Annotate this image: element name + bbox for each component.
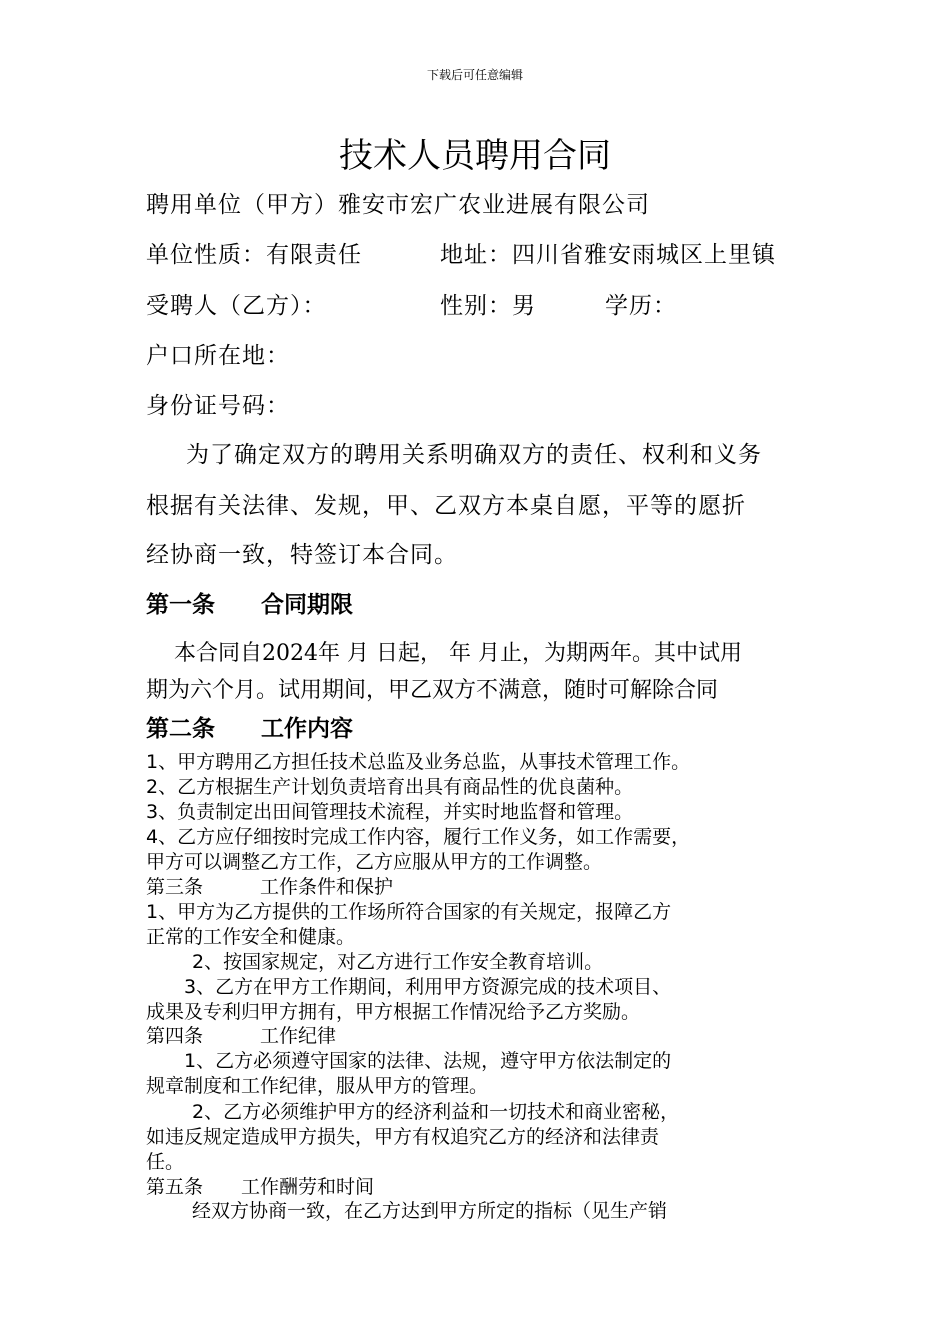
article1-line: 期为六个月。试用期间，甲乙双方不满意，随时可解除合同 <box>146 678 719 703</box>
article3-item: 正常的工作安全和健康。 <box>146 926 356 948</box>
address: 地址：四川省雅安雨城区上里镇 <box>440 242 776 268</box>
hukou-label: 户口所在地： <box>146 343 290 369</box>
article3-item: 2、按国家规定，对乙方进行工作安全教育培训。 <box>192 951 604 973</box>
header-note: 下载后可任意编辑 <box>426 68 523 82</box>
article4-title: 第四条 工作纪律 <box>146 1025 337 1047</box>
gender: 性别：男 <box>440 293 536 319</box>
preamble-line: 根据有关法律、发规，甲、乙双方本桌自愿，平等的愿折 <box>146 493 746 519</box>
article1-title: 第一条 合同期限 <box>146 592 353 618</box>
article3-item: 成果及专利归甲方拥有，甲方根据工作情况给予乙方奖励。 <box>146 1001 641 1023</box>
page-title: 技术人员聘用合同 <box>339 136 611 176</box>
article5-title: 第五条 工作酬劳和时间 <box>146 1176 375 1198</box>
article3-item: 3、乙方在甲方工作期间，利用甲方资源完成的技术项目、 <box>184 976 672 998</box>
unit-nature: 单位性质：有限责任 <box>146 242 362 268</box>
article4-item: 任。 <box>146 1151 185 1173</box>
employer-line: 聘用单位（甲方）雅安市宏广农业进展有限公司 <box>146 192 650 218</box>
article2-item: 甲方可以调整乙方工作，乙方应服从甲方的工作调整。 <box>146 851 603 873</box>
article4-item: 如违反规定造成甲方损失，甲方有权追究乙方的经济和法律责 <box>146 1126 660 1148</box>
article2-title: 第二条 工作内容 <box>146 716 353 742</box>
article4-item: 1、乙方必须遵守国家的法律、法规，遵守甲方依法制定的 <box>184 1050 672 1072</box>
preamble-line: 经协商一致，特签订本合同。 <box>146 542 458 568</box>
article1-line: 本合同自2024年 月 日起， 年 月止，为期两年。其中试用 <box>174 641 742 666</box>
id-number-label: 身份证号码： <box>146 393 290 419</box>
education-label: 学历： <box>605 293 677 319</box>
article5-line: 经双方协商一致，在乙方达到甲方所定的指标（见生产销 <box>192 1200 668 1222</box>
article2-item: 4、乙方应仔细按时完成工作内容，履行工作义务，如工作需要， <box>146 826 691 848</box>
article2-item: 3、负责制定出田间管理技术流程，并实时地监督和管理。 <box>146 801 634 823</box>
preamble-line: 为了确定双方的聘用关系明确双方的责任、权利和义务 <box>186 442 762 468</box>
article3-item: 1、甲方为乙方提供的工作场所符合国家的有关规定，报障乙方 <box>146 901 672 923</box>
article2-item: 1、甲方聘用乙方担任技术总监及业务总监，从事技术管理工作。 <box>146 751 691 773</box>
article3-title: 第三条 工作条件和保护 <box>146 876 394 898</box>
article4-item: 规章制度和工作纪律，服从甲方的管理。 <box>146 1075 489 1097</box>
article2-item: 2、乙方根据生产计划负责培育出具有商品性的优良菌种。 <box>146 776 634 798</box>
employee-label: 受聘人（乙方）： <box>146 293 327 319</box>
article4-item: 2、乙方必须维护甲方的经济利益和一切技术和商业密秘， <box>192 1101 680 1123</box>
